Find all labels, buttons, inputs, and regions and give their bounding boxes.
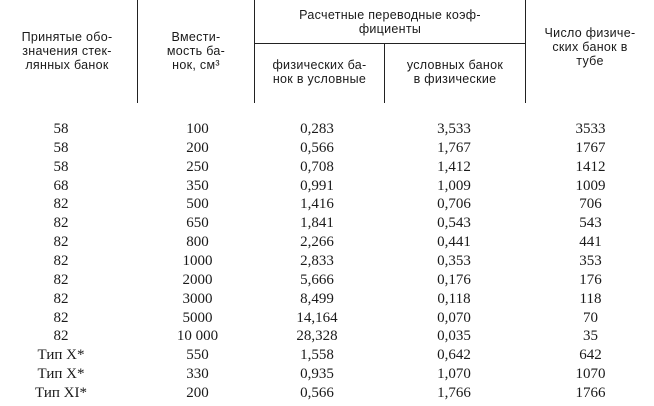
cell-phys-to-cond: 0,566 <box>300 384 334 401</box>
cell-cond-to-phys: 3,533 <box>437 121 471 137</box>
cell-volume: 1000 <box>182 252 213 269</box>
header-cond-to-phys-line: в физические <box>413 72 497 86</box>
header-phys-to-cond-line: нок в условные <box>272 72 367 86</box>
table-row <box>0 139 654 158</box>
cell-cond-to-phys: 0,642 <box>437 347 471 364</box>
header-cond-to-phys-line: условных банок <box>406 58 504 72</box>
cell-type: 68 <box>53 177 69 194</box>
cell-count: 706 <box>579 196 602 213</box>
table-row <box>0 195 654 214</box>
cell-type: 58 <box>53 139 69 156</box>
cell-cond-to-phys: 0,070 <box>437 309 471 326</box>
cell-count: 35 <box>583 328 598 345</box>
cell-phys-to-cond: 1,841 <box>300 215 334 232</box>
cell-count: 3533 <box>575 121 606 137</box>
cell-phys-to-cond: 14,164 <box>296 309 338 326</box>
table-row <box>0 120 654 139</box>
cell-cond-to-phys: 0,706 <box>437 196 471 213</box>
cell-count: 118 <box>579 290 602 307</box>
cell-type: 82 <box>53 196 69 213</box>
cell-count: 176 <box>579 271 602 288</box>
cell-volume: 650 <box>186 215 209 232</box>
cell-volume: 350 <box>186 177 209 194</box>
header-type-line: лянных банок <box>25 58 109 72</box>
cell-cond-to-phys: 1,766 <box>437 384 471 401</box>
cell-count: 1070 <box>575 366 606 383</box>
cell-volume: 2000 <box>182 271 213 288</box>
cell-count: 1766 <box>575 384 606 401</box>
cell-volume: 10 000 <box>176 328 219 345</box>
cell-type: 82 <box>53 215 69 232</box>
table-row <box>0 346 654 365</box>
cell-type: 82 <box>53 309 69 326</box>
cell-cond-to-phys: 0,543 <box>437 215 471 232</box>
cell-cond-to-phys: 1,412 <box>437 158 471 175</box>
header-group-line: Расчетные переводные коэф- <box>299 8 481 22</box>
cell-volume: 5000 <box>182 309 213 326</box>
table-row <box>0 158 654 177</box>
cell-phys-to-cond: 0,935 <box>300 366 334 383</box>
cell-phys-to-cond: 0,991 <box>300 177 334 194</box>
cell-phys-to-cond: 2,833 <box>300 252 334 269</box>
cell-type: Тип XI* <box>35 384 87 401</box>
cell-type: 82 <box>53 290 69 307</box>
cell-volume: 200 <box>186 384 209 401</box>
cell-type: Тип X* <box>37 347 85 364</box>
table-row <box>0 290 654 309</box>
table-row <box>0 309 654 328</box>
header-count-line: Число физиче- <box>544 26 636 40</box>
table-row <box>0 252 654 271</box>
group-header-rule <box>254 43 526 44</box>
cell-count: 441 <box>579 234 602 251</box>
cell-volume: 500 <box>186 196 209 213</box>
cell-type: Тип X* <box>37 366 85 383</box>
header-volume-line: Вмести- <box>171 30 221 44</box>
header-phys-to-cond <box>255 58 384 86</box>
cell-volume: 330 <box>186 366 209 383</box>
table-row <box>0 384 654 403</box>
cell-volume: 100 <box>186 121 209 137</box>
cell-count: 1767 <box>575 139 606 156</box>
cell-phys-to-cond: 0,283 <box>300 121 334 137</box>
header-phys-to-cond-line: физических ба- <box>272 58 367 72</box>
cell-phys-to-cond: 1,416 <box>300 196 334 213</box>
header-cond-to-phys <box>385 58 525 86</box>
table-row <box>0 327 654 346</box>
cell-cond-to-phys: 0,035 <box>437 328 471 345</box>
cell-phys-to-cond: 2,266 <box>300 234 334 251</box>
cell-count: 70 <box>583 309 598 326</box>
header-coefficients-group <box>255 8 525 36</box>
cell-volume: 550 <box>186 347 209 364</box>
cell-phys-to-cond: 1,558 <box>300 347 334 364</box>
cell-count: 1009 <box>575 177 606 194</box>
cell-cond-to-phys: 0,353 <box>437 252 471 269</box>
cell-type: 82 <box>53 328 69 345</box>
cell-count: 1412 <box>575 158 606 175</box>
cell-cond-to-phys: 0,176 <box>437 271 471 288</box>
header-volume-line: нок, см³ <box>172 58 220 72</box>
cell-phys-to-cond: 28,328 <box>296 328 338 345</box>
cell-phys-to-cond: 0,566 <box>300 139 334 156</box>
cell-type: 82 <box>53 234 69 251</box>
cell-cond-to-phys: 0,441 <box>437 234 471 251</box>
table-row <box>0 177 654 196</box>
table-header <box>0 0 654 103</box>
table-row <box>0 233 654 252</box>
cell-phys-to-cond: 0,708 <box>300 158 334 175</box>
header-count <box>526 26 654 68</box>
cell-volume: 800 <box>186 234 209 251</box>
cell-volume: 3000 <box>182 290 213 307</box>
cell-volume: 200 <box>186 139 209 156</box>
cell-type: 58 <box>53 121 69 137</box>
cell-count: 543 <box>579 215 602 232</box>
header-count-line: ских банок в <box>552 40 628 54</box>
cell-cond-to-phys: 1,070 <box>437 366 471 383</box>
table-row <box>0 271 654 290</box>
header-group-line: фициенты <box>358 22 422 36</box>
cell-type: 82 <box>53 271 69 288</box>
cell-cond-to-phys: 1,009 <box>437 177 471 194</box>
header-volume <box>138 30 254 72</box>
table-row <box>0 214 654 233</box>
header-count-line: тубе <box>576 54 604 68</box>
cell-cond-to-phys: 1,767 <box>437 139 471 156</box>
header-type-line: Принятые обо- <box>21 30 113 44</box>
table-row <box>0 365 654 384</box>
header-type <box>0 30 134 72</box>
header-type-line: значения стек- <box>22 44 112 58</box>
cell-phys-to-cond: 5,666 <box>300 271 334 288</box>
cell-count: 642 <box>579 347 602 364</box>
header-volume-line: мость ба- <box>166 44 226 58</box>
cell-type: 82 <box>53 252 69 269</box>
cell-type: 58 <box>53 158 69 175</box>
cell-cond-to-phys: 0,118 <box>437 290 471 307</box>
cell-count: 353 <box>579 252 602 269</box>
cell-volume: 250 <box>186 158 209 175</box>
cell-phys-to-cond: 8,499 <box>300 290 334 307</box>
